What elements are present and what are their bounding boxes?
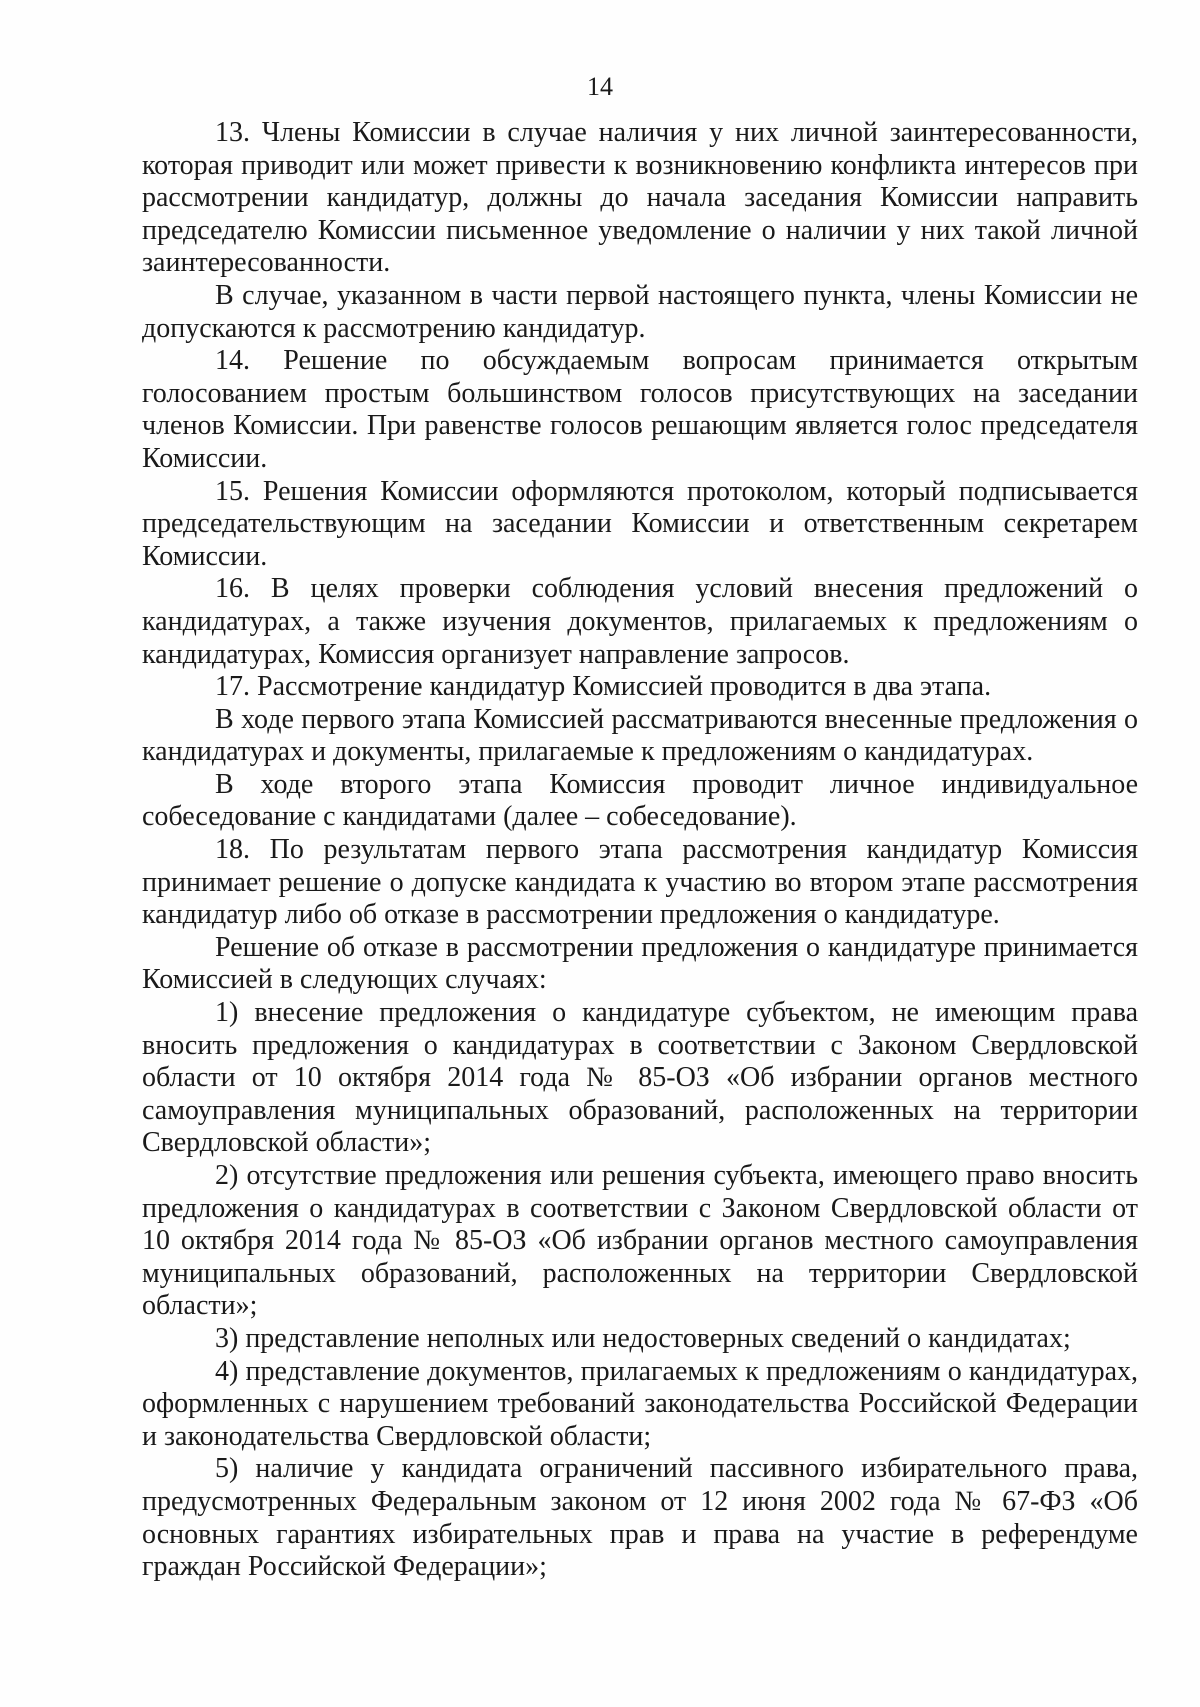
paragraph-15: 15. Решения Комиссии оформляются протоколом, который подписывается председательствующим на заседании Комиссии и ответственным секретарем Комиссии. — [142, 475, 1138, 572]
paragraph-16: 16. В целях проверки соблюдения условий внесения предложений о кандидатурах, а также изучения документов, прилагаемых к предложениям о кандидатурах, Комиссия организует направление запросов. — [142, 573, 1138, 670]
page-number: 14 — [587, 72, 613, 101]
list-item-4: 4) представление документов, прилагаемых к предложениям о кандидатурах, оформленных с нарушением требований законодательства Российской Федерации и законодательства Свердловской области; — [142, 1355, 1138, 1452]
list-item-3: 3) представление неполных или недостоверных сведений о кандидатах; — [215, 1322, 1071, 1354]
paragraph-13: 13. Члены Комиссии в случае наличия у них личной заинтересованности, которая приводит или может привести к возникновению конфликта интересов при рассмотрении кандидатур, должны до начала заседания Комиссии направить председателю Комиссии письменное уведомление о наличии у них такой личной заинтересованности. — [142, 117, 1138, 279]
paragraph-17-stage-1: В ходе первого этапа Комиссией рассматриваются внесенные предложения о кандидатурах и документы, прилагаемые к предложениям о кандидатурах. — [142, 703, 1138, 768]
paragraph-14: 14. Решение по обсуждаемым вопросам принимается открытым голосованием простым большинством голосов присутствующих на заседании членов Комиссии. При равенстве голосов решающим является голос председателя Комиссии. — [142, 345, 1138, 474]
list-item-5: 5) наличие у кандидата ограничений пассивного избирательного права, предусмотренных Федеральным законом от 12 июня 2002 года № 67-ФЗ «Об основных гарантиях избирательных прав и права на участие в референдуме граждан Российской Федерации»; — [142, 1453, 1138, 1583]
paragraph-17: 17. Рассмотрение кандидатур Комиссией проводится в два этапа. — [215, 671, 992, 703]
paragraph-17-stage-2: В ходе второго этапа Комиссия проводит личное индивидуальное собеседование с кандидатами (далее – собеседование). — [142, 768, 1138, 833]
paragraph-13-part-2: В случае, указанном в части первой настоящего пункта, члены Комиссии не допускаются к рассмотрению кандидатур. — [142, 279, 1138, 344]
paragraph-18-refusal-intro: Решение об отказе в рассмотрении предложения о кандидатуре принимается Комиссией в следующих случаях: — [142, 931, 1138, 996]
document-body — [142, 117, 1138, 1584]
list-item-1: 1) внесение предложения о кандидатуре субъектом, не имеющим права вносить предложения о кандидатурах в соответствии с Законом Свердловской области от 10 октября 2014 года № 85-ОЗ «Об избрании органов местного самоуправления муниципальных образований, расположенных на территории Свердловской области»; — [142, 997, 1138, 1159]
paragraph-18: 18. По результатам первого этапа рассмотрения кандидатур Комиссия принимает решение о допуске кандидата к участию во втором этапе рассмотрения кандидатур либо об отказе в рассмотрении предложения о кандидатуре. — [142, 834, 1138, 931]
list-item-2: 2) отсутствие предложения или решения субъекта, имеющего право вносить предложения о кандидатурах в соответствии с Законом Свердловской области от 10 октября 2014 года № 85-ОЗ «Об избрании органов местного самоуправления муниципальных образований, расположенных на территории Свердловской области»; — [142, 1160, 1138, 1322]
